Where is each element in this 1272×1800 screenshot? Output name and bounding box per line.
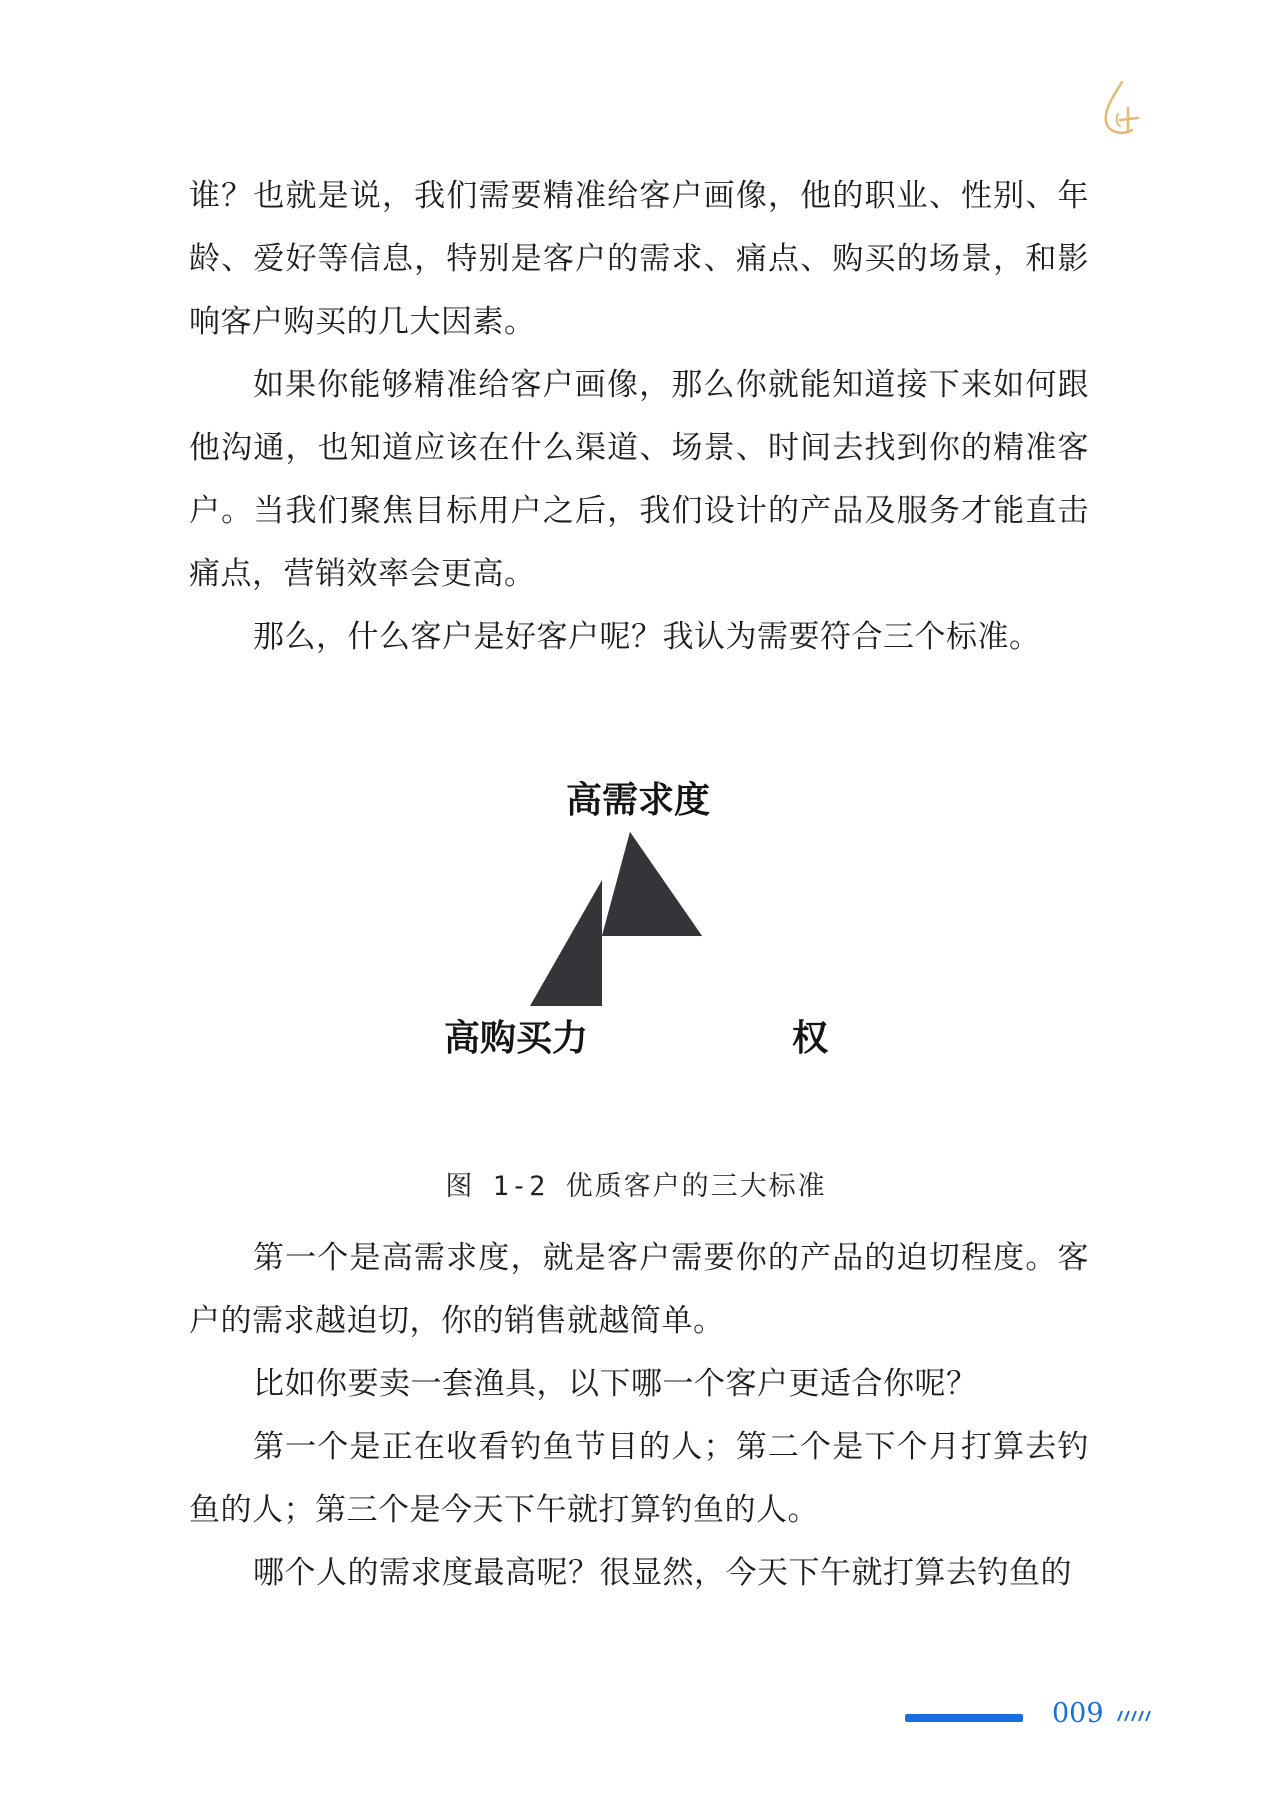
label-authority: 权 [792, 1018, 829, 1059]
label-high-purchasing-power: 高购买力 [444, 1018, 589, 1059]
drop-leaf-icon [1098, 78, 1148, 138]
label-high-demand: 高需求度 [566, 780, 711, 821]
triangle-left-leg [530, 880, 602, 1006]
paragraph: 那么，什么客户是好客户呢？我认为需要符合三个标准。 [253, 619, 1041, 655]
paragraph: 谁？也就是说，我们需要精准给客户画像，他的职业、性别、年龄、爱好等信息，特别是客户的需求、痛点、购买的场景，和影响客户购买的几大因素。 [189, 178, 1089, 340]
paragraph: 第一个是高需求度，就是客户需要你的产品的迫切程度。客户的需求越迫切，你的销售就越简单。 [189, 1240, 1089, 1339]
paragraph: 哪个人的需求度最高呢？很显然，今天下午就打算去钓鱼的 [253, 1555, 1072, 1591]
triangle-peak [602, 832, 702, 936]
paragraph: 如果你能够精准给客户画像，那么你就能知道接下来如何跟他沟通，也知道应该在什么渠道、场景、时间去找到你的精准客户。当我们聚焦目标用户之后，我们设计的产品及服务才能直击痛点，营销效率会更高。 [189, 367, 1089, 592]
footer-accent-bar [905, 1714, 1023, 1722]
paragraph: 第一个是正在收看钓鱼节目的人；第二个是下个月打算去钓鱼的人；第三个是今天下午就打算钓鱼的人。 [189, 1429, 1089, 1528]
body-text-top [189, 165, 1089, 669]
quality-customer-diagram [420, 760, 860, 1080]
body-text-bottom [189, 1227, 1089, 1605]
paragraph: 比如你要卖一套渔具，以下哪一个客户更适合你呢？ [253, 1366, 978, 1402]
figure-caption: 图 1-2 优质客户的三大标准 [445, 1171, 827, 1202]
footer-ticks-decoration [1114, 1708, 1154, 1722]
page-number: 009 [1052, 1698, 1104, 1729]
